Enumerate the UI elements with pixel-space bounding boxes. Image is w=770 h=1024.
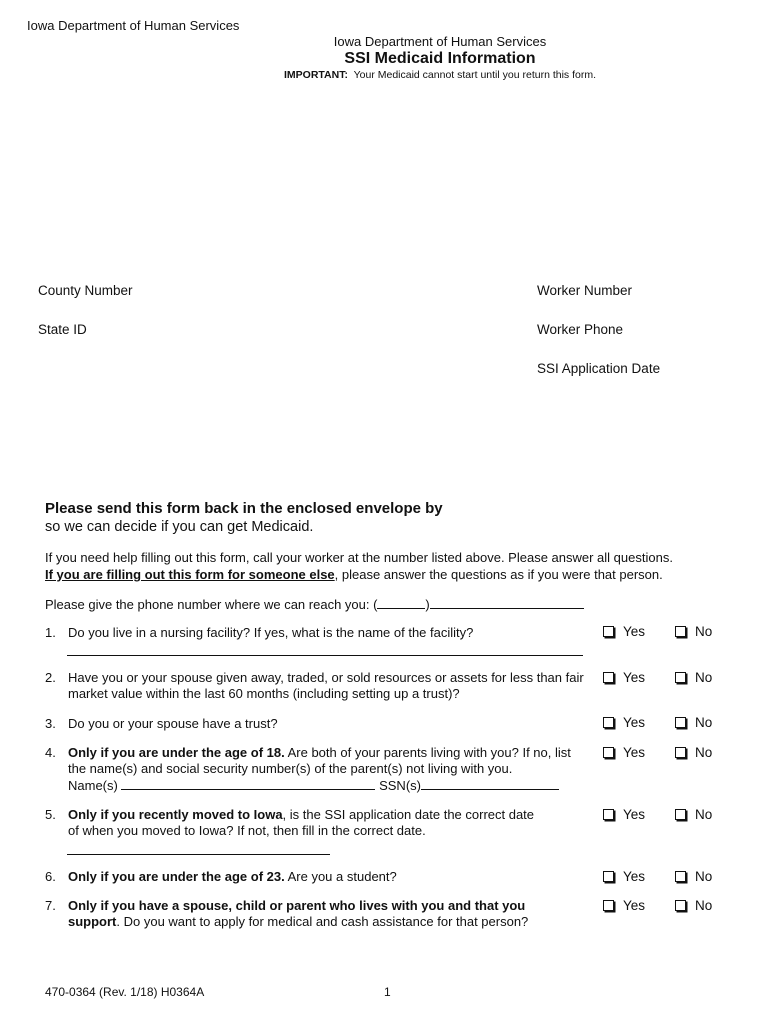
help-text: If you need help filling out this form, call your worker at the number listed above. Please answer all questions. (45, 550, 673, 565)
checkbox-icon[interactable] (675, 747, 686, 758)
form-number: 470-0364 (Rev. 1/18) H0364A (45, 985, 205, 999)
question-body: Are both of your parents living with you? If no, list the name(s) and social security number(s) of the parent(s) not living with you. (68, 745, 571, 776)
question-text (68, 716, 588, 732)
someone-else-emphasis: If you are filling out this form for someone else (45, 567, 335, 582)
send-back-heading: Please send this form back in the enclosed envelope by (45, 500, 443, 517)
checkbox-icon[interactable] (675, 626, 686, 637)
phone-prompt-label: Please give the phone number where we can reach you: ( (45, 597, 378, 612)
question-number: 1. (45, 625, 56, 640)
checkbox-icon[interactable] (675, 809, 686, 820)
phone-close-paren: ) (425, 597, 430, 612)
yes-label: Yes (623, 715, 646, 730)
question-body: Do you live in a nursing facility? If yes, what is the name of the facility? (68, 625, 474, 640)
checkbox-icon[interactable] (675, 672, 686, 683)
ssi-application-date-label: SSI Application Date (537, 361, 661, 376)
q7-no-option[interactable] (675, 898, 712, 913)
question-body: Do you or your spouse have a trust? (68, 716, 278, 731)
parent-names-row (68, 778, 559, 793)
q3-no-option[interactable] (675, 715, 712, 730)
question-number: 3. (45, 716, 56, 731)
checkbox-icon[interactable] (603, 626, 614, 637)
checkbox-icon[interactable] (603, 871, 614, 882)
names-label: Name(s) (68, 778, 118, 793)
form-agency: Iowa Department of Human Services (333, 34, 547, 49)
important-text: Your Medicaid cannot start until you return this form. (353, 69, 597, 81)
question-emphasis: Only if you have a spouse, child or parent who lives with you and that you support (68, 898, 526, 929)
no-label: No (695, 898, 713, 913)
worker-number-label: Worker Number (537, 283, 633, 298)
checkbox-icon[interactable] (603, 900, 614, 911)
someone-else-text (45, 567, 663, 582)
q1-no-option[interactable] (675, 624, 712, 639)
q4-no-option[interactable] (675, 745, 712, 760)
yes-label: Yes (623, 670, 646, 685)
form-title: SSI Medicaid Information (344, 50, 536, 67)
no-label: No (695, 670, 713, 685)
no-label: No (695, 869, 713, 884)
q2-no-option[interactable] (675, 670, 712, 685)
agency-name-top: Iowa Department of Human Services (27, 18, 240, 33)
important-label: IMPORTANT: (283, 69, 348, 81)
checkbox-icon[interactable] (603, 672, 614, 683)
area-code-field[interactable] (377, 596, 425, 609)
important-notice (0, 69, 770, 81)
facility-name-field[interactable] (67, 655, 583, 656)
parent-names-field[interactable] (121, 778, 375, 790)
q5-yes-option[interactable] (603, 807, 645, 822)
no-label: No (695, 807, 713, 822)
someone-else-rest: , please answer the questions as if you were that person. (334, 567, 663, 582)
q6-yes-option[interactable] (603, 869, 645, 884)
question-emphasis: Only if you recently moved to Iowa (68, 807, 283, 822)
question-body: Are you a student? (284, 869, 397, 884)
no-label: No (695, 715, 713, 730)
yes-label: Yes (623, 624, 646, 639)
parent-ssn-field[interactable] (421, 778, 559, 790)
question-text (68, 670, 588, 702)
q4-yes-option[interactable] (603, 745, 645, 760)
question-text (68, 898, 573, 930)
phone-number-field[interactable] (430, 596, 584, 609)
question-number: 4. (45, 745, 56, 760)
checkbox-icon[interactable] (675, 871, 686, 882)
q3-yes-option[interactable] (603, 715, 645, 730)
no-label: No (695, 624, 713, 639)
checkbox-icon[interactable] (603, 717, 614, 728)
yes-label: Yes (623, 807, 646, 822)
q1-yes-option[interactable] (603, 624, 645, 639)
q7-yes-option[interactable] (603, 898, 645, 913)
question-number: 2. (45, 670, 56, 685)
q2-yes-option[interactable] (603, 670, 645, 685)
question-text (68, 807, 538, 839)
checkbox-icon[interactable] (603, 809, 614, 820)
question-number: 6. (45, 869, 56, 884)
question-number: 5. (45, 807, 56, 822)
q5-no-option[interactable] (675, 807, 712, 822)
question-body: . Do you want to apply for medical and cash assistance for that person? (116, 914, 529, 929)
checkbox-icon[interactable] (603, 747, 614, 758)
question-text (68, 625, 588, 641)
question-emphasis: Only if you are under the age of 18. (68, 745, 285, 760)
question-number: 7. (45, 898, 56, 913)
yes-label: Yes (623, 869, 646, 884)
no-label: No (695, 745, 713, 760)
page-number: 1 (384, 985, 391, 999)
question-body: Have you or your spouse given away, traded, or sold resources or assets for less than fair market value within the last 60 months (including setting up a trust)? (68, 670, 584, 701)
yes-label: Yes (623, 745, 646, 760)
question-text (68, 745, 588, 777)
question-emphasis: Only if you are under the age of 23. (68, 869, 285, 884)
move-date-field[interactable] (67, 854, 330, 855)
yes-label: Yes (623, 898, 646, 913)
send-back-subheading: so we can decide if you can get Medicaid. (45, 519, 314, 535)
worker-phone-label: Worker Phone (537, 322, 624, 337)
question-text (68, 869, 588, 885)
checkbox-icon[interactable] (675, 900, 686, 911)
ssn-label: SSN(s) (379, 778, 421, 793)
state-id-label: State ID (38, 322, 87, 337)
checkbox-icon[interactable] (675, 717, 686, 728)
county-number-label: County Number (38, 283, 133, 298)
question-body: , is the SSI application date the correct date of when you moved to Iowa? If not, then fill in the correct date. (68, 807, 535, 838)
phone-number-prompt (45, 596, 584, 612)
q6-no-option[interactable] (675, 869, 712, 884)
